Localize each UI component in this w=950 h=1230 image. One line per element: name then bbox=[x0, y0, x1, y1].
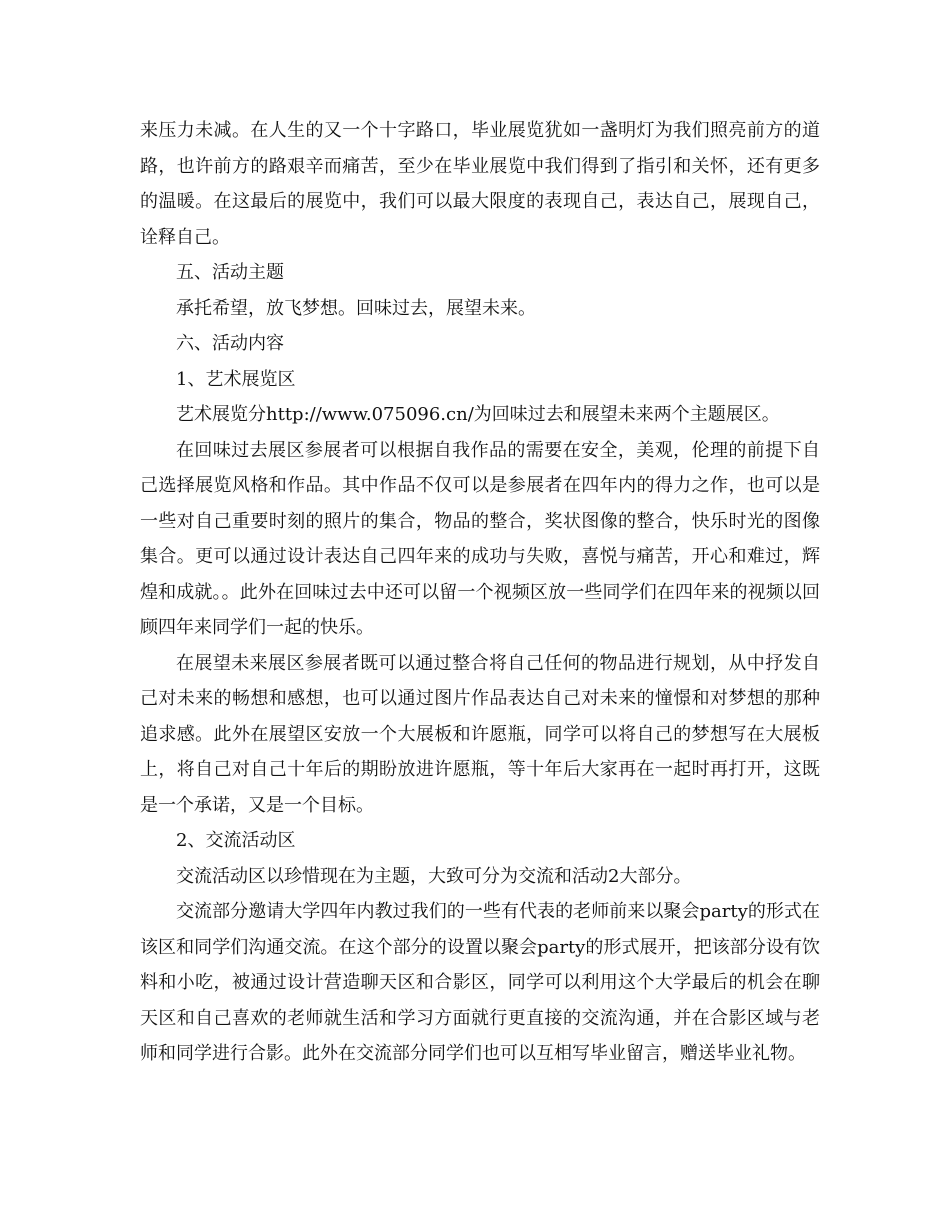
section-heading-activity-content: 六、活动内容 bbox=[176, 333, 284, 354]
body-paragraph: 交流部分邀请大学四年内教过我们的一些有代表的老师前来以聚会party的形式在该区和同学们沟通交流。在这个部分的设置以聚会party的形式展开，把该部分设有饮料和小吃，被通过设计营造聊天区和合影区，同学可以利用这个大学最后的机会在聊天区和自己喜欢的老师就生活和学习方面就行更直接的交流沟通，并在合影区域与老师和同学进行合影。此外在交流部分同学们也可以互相写毕业留言，赠送毕业礼物。 bbox=[140, 901, 820, 1064]
body-paragraph: 在回味过去展区参展者可以根据自我作品的需要在安全，美观，伦理的前提下自己选择展览风格和作品。其中作品不仅可以是参展者在四年内的得力之作，也可以是一些对自己重要时刻的照片的集合，物品的整合，奖状图像的整合，快乐时光的图像集合。更可以通过设计表达自己四年来的成功与失败，喜悦与痛苦，开心和难过，辉煌和成就。。此外在回味过去中还可以留一个视频区放一些同学们在四年来的视频以回顾四年来同学们一起的快乐。 bbox=[140, 439, 820, 638]
subsection-heading-art-exhibition: 1、艺术展览区 bbox=[176, 368, 296, 390]
document-page bbox=[140, 113, 820, 1072]
body-paragraph: 来压力未减。在人生的又一个十字路口，毕业展览犹如一盏明灯为我们照亮前方的道路，也许前方的路艰辛而痛苦，至少在毕业展览中我们得到了指引和关怀，还有更多的温暖。在这最后的展览中，我们可以最大限度的表现自己，表达自己，展现自己，诠释自己。 bbox=[140, 120, 820, 248]
section-heading-activity-theme: 五、活动主题 bbox=[176, 262, 284, 283]
body-paragraph: 艺术展览分http://www.075096.cn/为回味过去和展望未来两个主题展区。 bbox=[176, 404, 780, 425]
body-paragraph: 交流活动区以珍惜现在为主题，大致可分为交流和活动2大部分。 bbox=[176, 865, 692, 887]
subsection-heading-exchange-area: 2、交流活动区 bbox=[176, 830, 296, 851]
body-paragraph: 承托希望，放飞梦想。回味过去，展望未来。 bbox=[176, 297, 536, 319]
body-paragraph: 在展望未来展区参展者既可以通过整合将自己任何的物品进行规划，从中抒发自己对未来的畅想和感想，也可以通过图片作品表达自己对未来的憧憬和对梦想的那种追求感。此外在展望区安放一个大展板和许愿瓶，同学可以将自己的梦想写在大展板上，将自己对自己十年后的期盼放进许愿瓶，等十年后大家再在一起时再打开，这既是一个承诺，又是一个目标。 bbox=[140, 652, 820, 816]
